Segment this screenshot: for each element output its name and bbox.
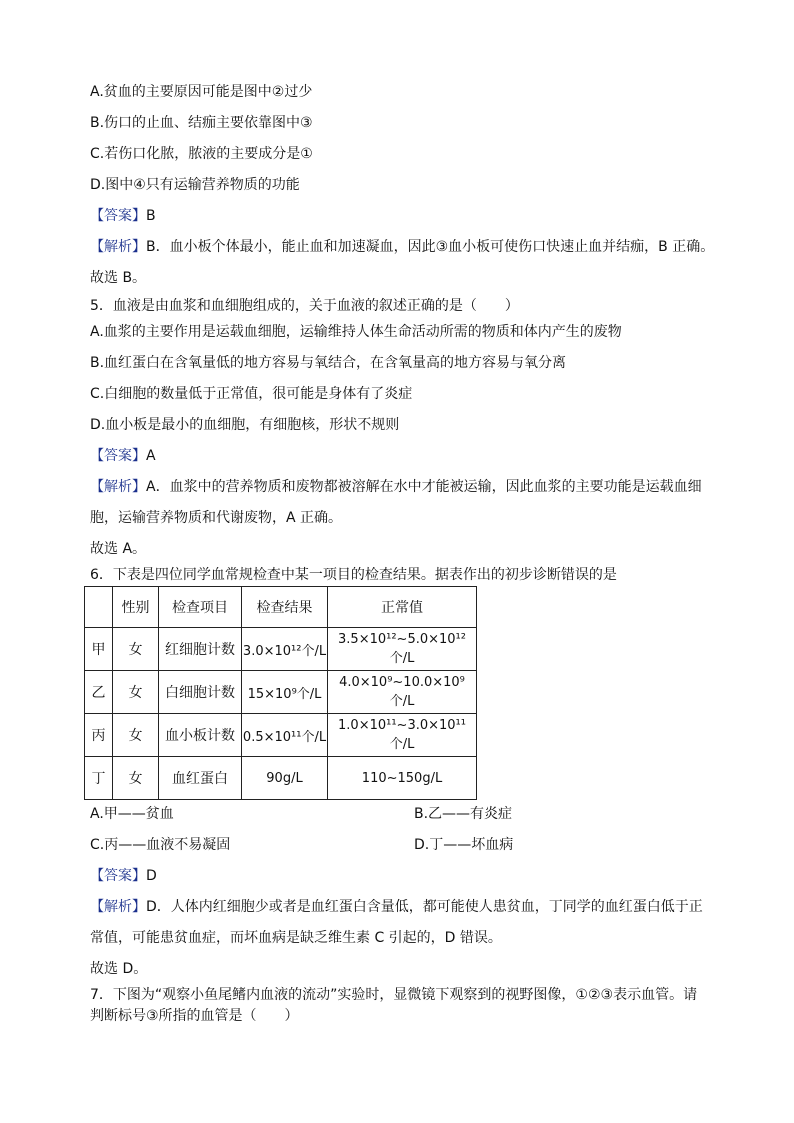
q7-stem-line1: 7．下图为“观察小鱼尾鳍内血液的流动”实验时，显微镜下观察到的视野图像，①②③表示血管。请 <box>90 987 698 1003</box>
table-row <box>85 671 477 714</box>
q5-conclusion: 故选 A。 <box>90 541 147 557</box>
q5-option-b: B.血红蛋白在含氧量低的地方容易与氧结合，在含氧量高的地方容易与氧分离 <box>90 355 567 371</box>
answer-tag: 【答案】 <box>90 208 146 224</box>
q5-answer <box>90 447 156 465</box>
table-cell: 15×10⁹个/L <box>242 671 328 714</box>
table-cell: 白细胞计数 <box>159 671 242 714</box>
q4-option-c: C.若伤口化脓，脓液的主要成分是① <box>90 146 313 162</box>
q5-analysis-line1 <box>90 478 702 496</box>
table-row <box>85 757 477 800</box>
table-cell: 3.5×10¹²~5.0×10¹²个/L <box>328 628 477 671</box>
analysis-tag: 【解析】 <box>90 899 146 915</box>
table-cell: 红细胞计数 <box>159 628 242 671</box>
answer-tag: 【答案】 <box>90 448 146 464</box>
q6-conclusion: 故选 D。 <box>90 961 148 977</box>
table-header-row <box>85 587 477 628</box>
table-cell: 1.0×10¹¹~3.0×10¹¹个/L <box>328 714 477 757</box>
q6-analysis-line1 <box>90 898 703 916</box>
analysis-tag: 【解析】 <box>90 479 146 495</box>
analysis-tag: 【解析】 <box>90 239 146 255</box>
table-cell: 女 <box>113 757 159 800</box>
table-header-cell: 性别 <box>113 587 159 628</box>
q6-option-d: D.丁——坏血病 <box>414 837 514 853</box>
blood-test-table <box>84 586 477 800</box>
table-cell: 丙 <box>85 714 113 757</box>
q6-answer <box>90 867 157 885</box>
q6-option-a: A.甲——贫血 <box>90 806 174 822</box>
table-cell: 0.5×10¹¹个/L <box>242 714 328 757</box>
q4-answer <box>90 207 156 225</box>
table-cell: 丁 <box>85 757 113 800</box>
table-cell: 血红蛋白 <box>159 757 242 800</box>
table-cell: 女 <box>113 714 159 757</box>
q4-option-a: A.贫血的主要原因可能是图中②过少 <box>90 84 313 100</box>
table-cell: 女 <box>113 671 159 714</box>
table-cell: 110~150g/L <box>328 757 477 800</box>
table-cell: 90g/L <box>242 757 328 800</box>
q6-option-b: B.乙——有炎症 <box>414 806 513 822</box>
table-cell: 4.0×10⁹~10.0×10⁹个/L <box>328 671 477 714</box>
answer-tag: 【答案】 <box>90 868 146 884</box>
answer-value: A <box>146 448 156 464</box>
answer-value: D <box>146 868 157 884</box>
table-row <box>85 628 477 671</box>
analysis-text: D．人体内红细胞少或者是血红蛋白含量低，都可能使人患贫血，丁同学的血红蛋白低于正 <box>146 899 703 915</box>
q5-analysis-line2: 胞，运输营养物质和代谢废物，A 正确。 <box>90 510 343 526</box>
q5-stem: 5．血液是由血浆和血细胞组成的，关于血液的叙述正确的是（ ） <box>90 298 519 314</box>
answer-value: B <box>146 208 156 224</box>
q4-analysis <box>90 238 714 256</box>
q6-analysis-line2: 常值，可能患贫血症，而坏血病是缺乏维生素 C 引起的，D 错误。 <box>90 930 502 946</box>
table-header-cell: 正常值 <box>328 587 477 628</box>
analysis-text: A．血浆中的营养物质和废物都被溶解在水中才能被运输，因此血浆的主要功能是运载血细 <box>146 479 702 495</box>
table-header-cell <box>85 587 113 628</box>
table-cell: 女 <box>113 628 159 671</box>
q4-option-d: D.图中④只有运输营养物质的功能 <box>90 177 300 193</box>
q5-option-c: C.白细胞的数量低于正常值，很可能是身体有了炎症 <box>90 386 413 402</box>
table-row <box>85 714 477 757</box>
analysis-text: B．血小板个体最小，能止血和加速凝血，因此③血小板可使伤口快速止血并结痂，B 正确。 <box>146 239 715 255</box>
table-cell: 乙 <box>85 671 113 714</box>
table-header-cell: 检查项目 <box>159 587 242 628</box>
q6-stem: 6．下表是四位同学血常规检查中某一项目的检查结果。据表作出的初步诊断错误的是 <box>90 567 617 583</box>
q4-option-b: B.伤口的止血、结痂主要依靠图中③ <box>90 115 313 131</box>
table-cell: 甲 <box>85 628 113 671</box>
table-cell: 3.0×10¹²个/L <box>242 628 328 671</box>
q6-option-c: C.丙——血液不易凝固 <box>90 837 231 853</box>
q7-stem-line2: 判断标号③所指的血管是（ ） <box>90 1008 299 1024</box>
q5-option-d: D.血小板是最小的血细胞，有细胞核，形状不规则 <box>90 417 400 433</box>
table-cell: 血小板计数 <box>159 714 242 757</box>
q4-conclusion: 故选 B。 <box>90 270 147 286</box>
table-header-cell: 检查结果 <box>242 587 328 628</box>
q5-option-a: A.血浆的主要作用是运载血细胞，运输维持人体生命活动所需的物质和体内产生的废物 <box>90 324 622 340</box>
